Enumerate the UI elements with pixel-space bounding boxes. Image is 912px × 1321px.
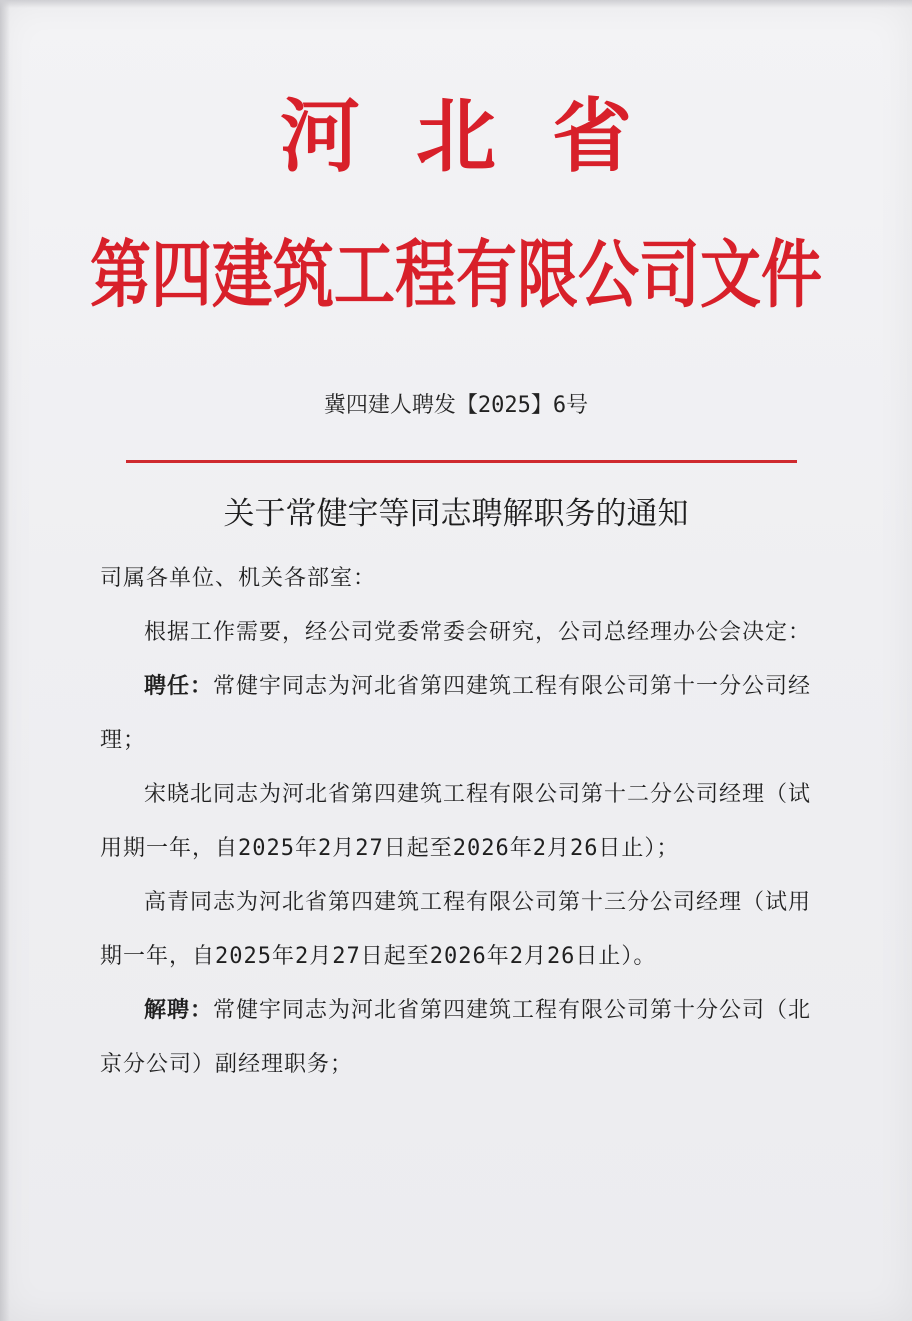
appointment-paragraph-3: 高青同志为河北省第四建筑工程有限公司第十三分公司经理（试用期一年，自2025年2月27日起至2026年2月26日止）。 bbox=[100, 890, 812, 969]
dismissal-text-1: 常健宇同志为河北省第四建筑工程有限公司第十分公司（北京分公司）副经理职务； bbox=[100, 998, 812, 1077]
document-number: 冀四建人聘发【2025】6号 bbox=[323, 393, 589, 418]
red-divider-rule bbox=[126, 460, 797, 463]
document-title: 关于常健宇等同志聘解职务的通知 bbox=[223, 496, 689, 532]
intro-paragraph: 根据工作需要，经公司党委常委会研究，公司总经理办公会决定： bbox=[144, 620, 812, 645]
dismissal-label: 解聘： bbox=[144, 998, 214, 1023]
dismissal-paragraph-1 bbox=[100, 984, 820, 1092]
document-body bbox=[100, 552, 820, 1092]
page-edge-shadow bbox=[0, 0, 10, 1321]
appointment-paragraph-2: 宋晓北同志为河北省第四建筑工程有限公司第十二分公司经理（试用期一年，自2025年2月27日起至2026年2月26日止）； bbox=[100, 782, 812, 861]
issuer-header-province: 河北省 bbox=[280, 89, 688, 183]
appointment-text-1: 常健宇同志为河北省第四建筑工程有限公司第十一分公司经理； bbox=[100, 674, 812, 753]
issuer-header-company: 第四建筑工程有限公司文件 bbox=[89, 232, 822, 318]
addressee: 司属各单位、机关各部室： bbox=[100, 566, 377, 591]
page-top-shadow bbox=[0, 0, 912, 8]
appointment-paragraph-1 bbox=[100, 660, 820, 768]
appointment-label: 聘任： bbox=[144, 674, 214, 699]
